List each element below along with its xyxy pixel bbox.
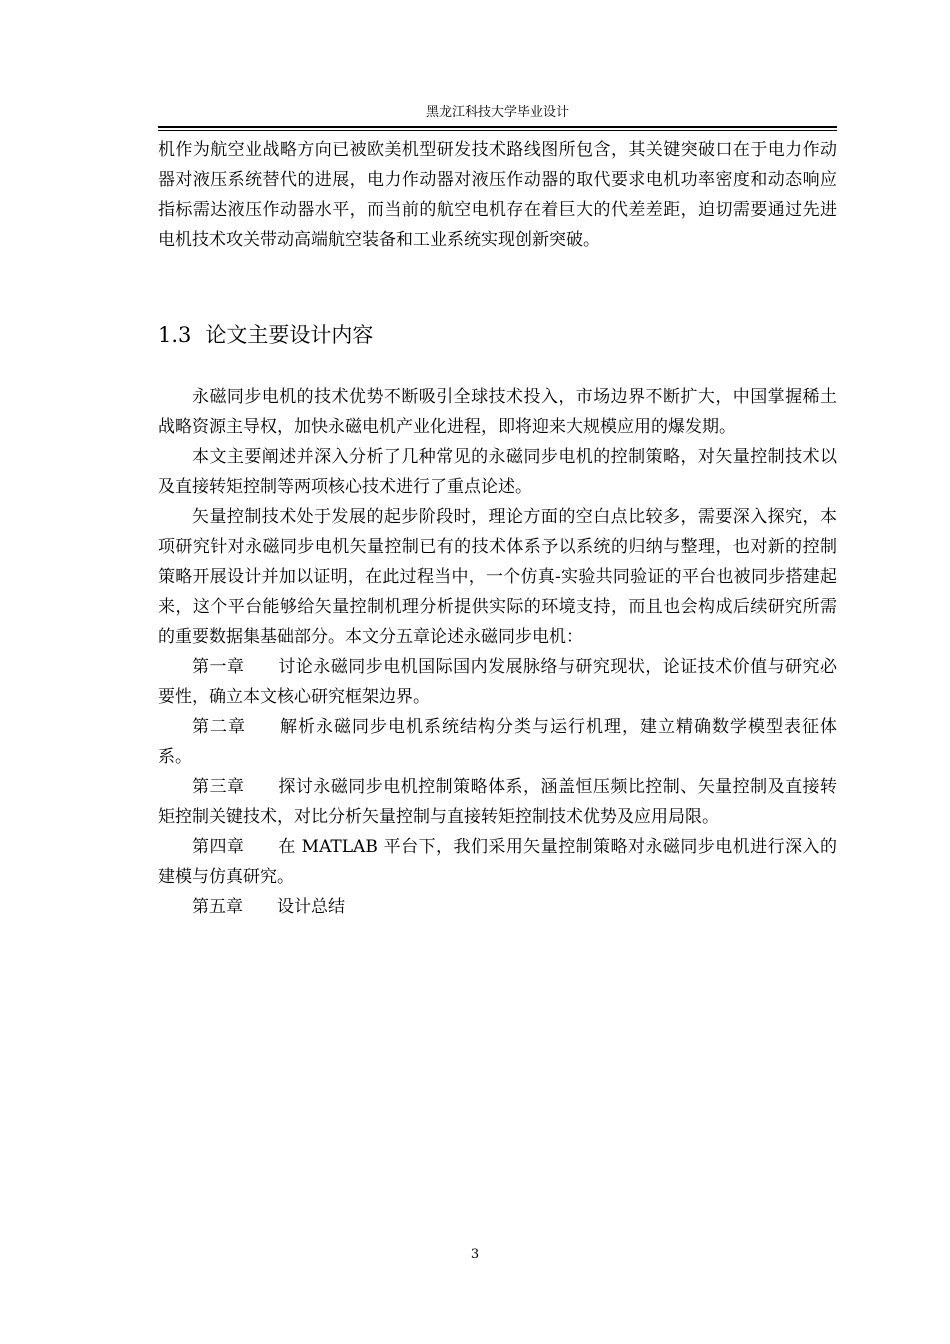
chapter-label: 第四章 <box>192 837 245 857</box>
chapter-item <box>158 892 837 922</box>
section-title: 论文主要设计内容 <box>205 323 374 347</box>
chapter-item <box>158 652 837 712</box>
chapter-text: 解析永磁同步电机系统结构分类与运行机理，建立精确数学模型表征体系。 <box>158 717 837 767</box>
chapter-text: 设计总结 <box>277 897 345 917</box>
chapter-label: 第三章 <box>192 777 245 797</box>
page-number: 3 <box>470 1247 480 1262</box>
page-header: 黑龙江科技大学毕业设计 <box>425 105 569 120</box>
chapter-text: 讨论永磁同步电机国际国内发展脉络与研究现状，论证技术价值与研究必要性，确立本文核心研究框架边界。 <box>158 657 838 707</box>
chapter-item <box>158 772 837 832</box>
paragraph: 永磁同步电机的技术优势不断吸引全球技术投入，市场边界不断扩大，中国掌握稀土战略资源主导权，加快永磁电机产业化进程，即将迎来大规模应用的爆发期。 <box>158 387 837 437</box>
chapter-item <box>158 832 837 892</box>
header-rule-thick <box>158 126 837 128</box>
section-body <box>158 382 837 922</box>
paragraph: 矢量控制技术处于发展的起步阶段时，理论方面的空白点比较多，需要深入探究，本项研究针对永磁同步电机矢量控制已有的技术体系予以系统的归纳与整理，也对新的控制策略开展设计并加以证明，在此过程当中，一个仿真-实验共同验证的平台也被同步搭建起来，这个平台能够给矢量控制机理分析提供实际的环境支持，而且也会构成后续研究所需的重要数据集基础部分。本文分五章论述永磁同步电机： <box>158 507 837 647</box>
chapter-item <box>158 712 837 772</box>
continuation-paragraph: 机作为航空业战略方向已被欧美机型研发技术路线图所包含，其关键突破口在于电力作动器对液压系统替代的进展，电力作动器对液压作动器的取代要求电机功率密度和动态响应指标需达液压作动器水平，而当前的航空电机存在着巨大的代差差距，迫切需要通过先进电机技术攻关带动高端航空装备和工业系统实现创新突破。 <box>158 140 837 250</box>
chapter-text: 在 MATLAB 平台下，我们采用矢量控制策略对永磁同步电机进行深入的建模与仿真研究。 <box>158 837 837 887</box>
chapter-text: 探讨永磁同步电机控制策略体系，涵盖恒压频比控制、矢量控制及直接转矩控制关键技术，对比分析矢量控制与直接转矩控制技术优势及应用局限。 <box>158 777 838 827</box>
chapter-label: 第一章 <box>192 657 245 677</box>
chapter-label: 第二章 <box>192 717 246 737</box>
section-heading <box>158 318 373 352</box>
chapter-label: 第五章 <box>192 897 243 917</box>
header-rule-thin <box>158 130 837 131</box>
section-number: 1.3 <box>158 323 192 347</box>
paragraph: 本文主要阐述并深入分析了几种常见的永磁同步电机的控制策略，对矢量控制技术以及直接转矩控制等两项核心技术进行了重点论述。 <box>158 447 837 497</box>
